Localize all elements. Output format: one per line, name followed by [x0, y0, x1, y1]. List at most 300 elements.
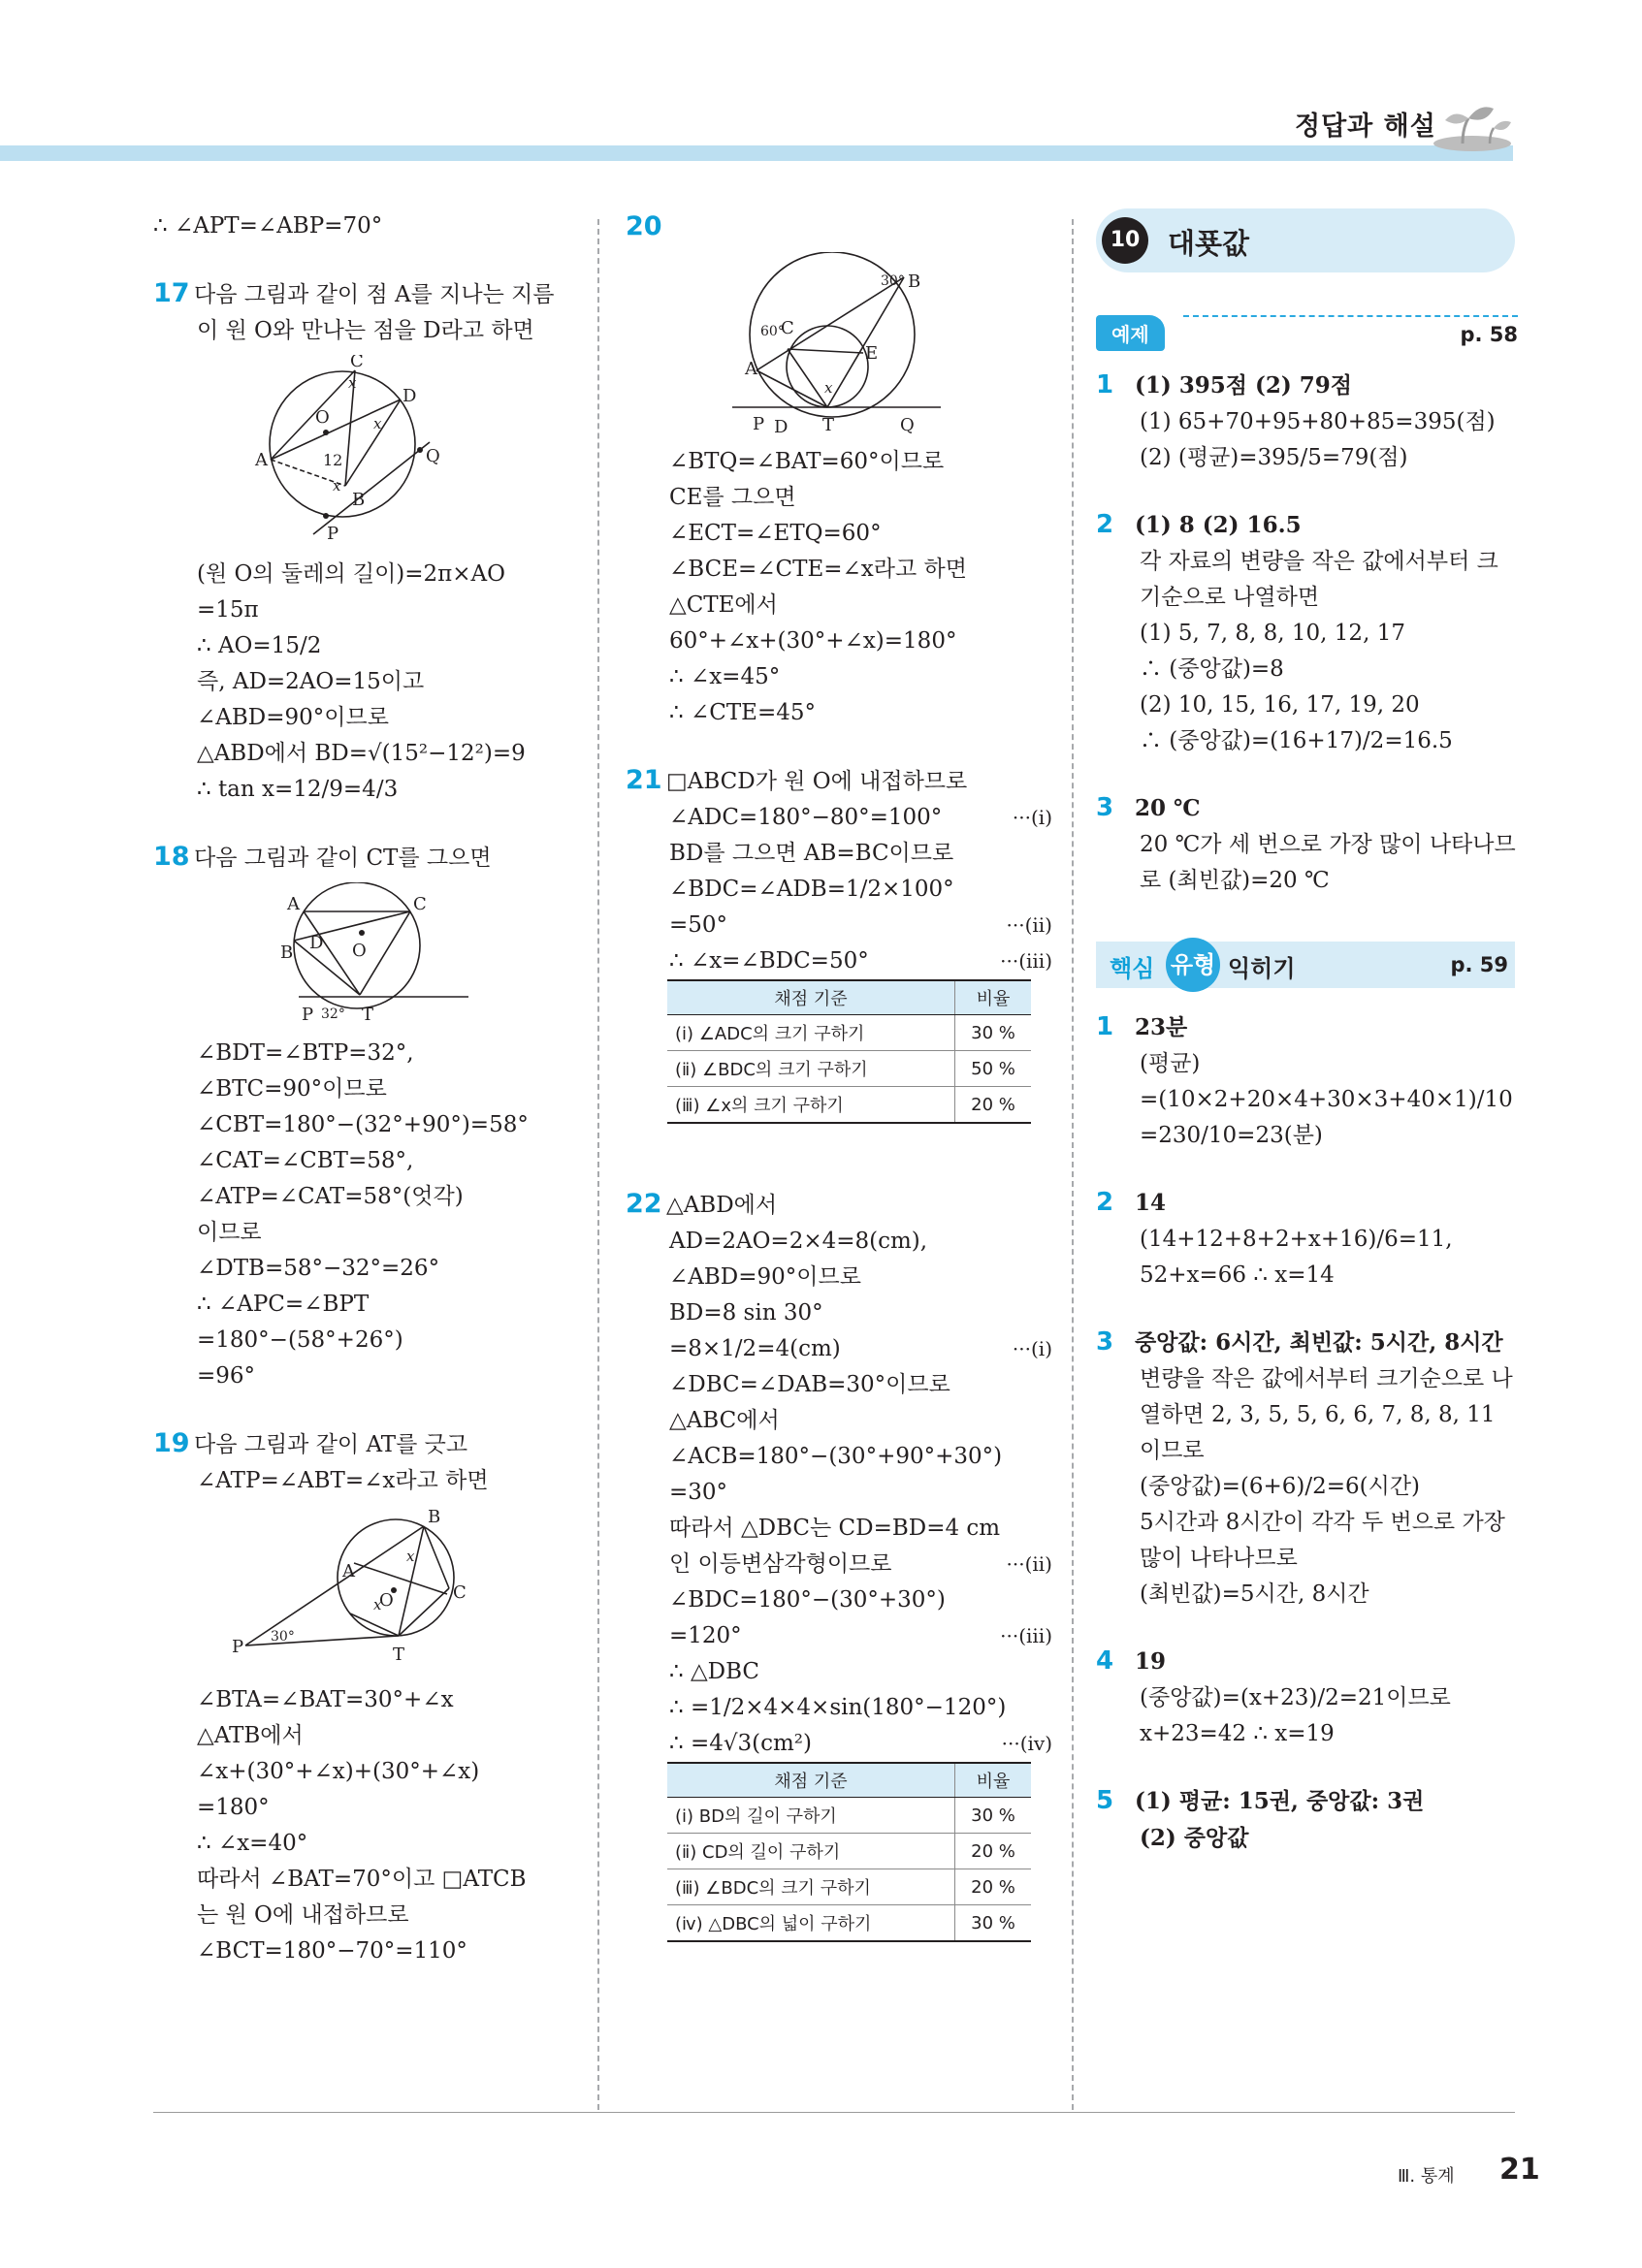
text-line	[626, 1726, 1052, 1762]
line-text: ∠ADC=180°−80°=100°	[669, 805, 943, 830]
text-line	[626, 623, 1052, 659]
line-text: =(10×2+20×4+30×3+40×1)/10	[1140, 1087, 1513, 1112]
text-line	[153, 1862, 580, 1898]
text-line	[1096, 1716, 1518, 1752]
text-line	[153, 1071, 580, 1107]
line-text: 23분	[1135, 1014, 1188, 1040]
problem-number: 5	[1096, 1786, 1114, 1815]
text-line	[626, 762, 1052, 800]
table-header: 비율	[955, 980, 1032, 1015]
line-text: 다음 그림과 같이 CT를 그으면	[194, 846, 492, 871]
text-line	[626, 1186, 1052, 1224]
svg-text:O: O	[352, 941, 367, 961]
line-text: 각 자료의 변량을 작은 값에서부터 크	[1140, 549, 1498, 574]
spacer	[1096, 759, 1518, 790]
text-line	[153, 1718, 580, 1754]
table-cell: (ⅰ) BD의 길이 구하기	[667, 1798, 955, 1834]
line-text: ∠ACB=180°−(30°+90°+30°)	[669, 1444, 1003, 1469]
line-text: ∴ △DBC	[669, 1659, 759, 1684]
svg-text:32°: 32°	[321, 1006, 345, 1022]
svg-text:O: O	[315, 407, 330, 428]
line-text: 이므로	[197, 1220, 262, 1245]
figure-20	[679, 252, 970, 436]
problem-number: 1	[1096, 1012, 1114, 1041]
line-text: 는 원 O에 내접하므로	[197, 1902, 409, 1928]
line-text: 따라서 △DBC는 CD=BD=4 cm	[669, 1516, 1001, 1541]
line-text: ∴ AO=15/2	[197, 633, 322, 658]
column-divider	[1072, 219, 1074, 2110]
text-line	[153, 700, 580, 736]
text-line	[153, 1826, 580, 1862]
line-text: 다음 그림과 같이 점 A를 지나는 지름	[194, 282, 555, 307]
text-line	[153, 1463, 580, 1499]
svg-text:x: x	[373, 1596, 382, 1613]
text-line	[1096, 827, 1518, 863]
text-line	[1096, 1185, 1518, 1222]
svg-text:B: B	[908, 272, 921, 292]
text-line	[1096, 1361, 1518, 1397]
table-row	[667, 1087, 1031, 1124]
text-line	[1096, 367, 1518, 404]
line-text: ∴ ∠x=∠BDC=50°	[669, 948, 869, 974]
text-line	[1096, 580, 1518, 616]
text-line	[626, 943, 1052, 979]
svg-text:T: T	[822, 415, 835, 435]
line-text: 20 ℃	[1135, 795, 1201, 821]
line-text: AD=2AO=2×4=8(cm),	[669, 1229, 928, 1254]
line-text: (최빈값)=5시간, 8시간	[1140, 1581, 1369, 1607]
svg-text:C: C	[781, 318, 794, 338]
text-line	[1096, 652, 1518, 687]
svg-text:T: T	[362, 1005, 374, 1025]
line-text: ∴ =1/2×4×4×sin(180°−120°)	[669, 1695, 1007, 1720]
table-row	[667, 1869, 1031, 1905]
text-line	[153, 628, 580, 664]
core-page: p. 59	[1450, 953, 1508, 976]
text-line	[1096, 1325, 1518, 1361]
line-text: ∴ ∠x=45°	[669, 664, 781, 689]
line-text: (중앙값)=(x+23)/2=21이므로	[1140, 1685, 1451, 1710]
core-badge: 유형	[1166, 938, 1220, 992]
svg-text:C: C	[350, 355, 364, 371]
spacer	[626, 1155, 1052, 1186]
table-cell: (ⅰ) ∠ADC의 크기 구하기	[667, 1015, 955, 1051]
problem-number: 21	[626, 765, 662, 795]
line-text: 따라서 ∠BAT=70°이고 □ATCB	[197, 1867, 527, 1892]
text-line	[153, 557, 580, 592]
svg-text:P: P	[302, 1005, 314, 1025]
problem-number: 1	[1096, 370, 1114, 399]
column-3	[1096, 208, 1518, 1857]
text-line	[626, 1224, 1052, 1260]
line-text: (중앙값)=(6+6)/2=6(시간)	[1140, 1474, 1421, 1499]
line-text: =180°	[197, 1795, 270, 1820]
step-marker: ···(ⅱ)	[1006, 1552, 1052, 1576]
core-title: 익히기	[1228, 955, 1296, 982]
column-2	[626, 208, 1052, 1942]
text-line	[626, 659, 1052, 695]
text-line	[626, 800, 1052, 836]
example-tag: 예제	[1096, 315, 1165, 351]
text-line	[1096, 1680, 1518, 1716]
text-line	[1096, 404, 1518, 440]
text-line	[626, 1654, 1052, 1690]
line-text: ∴ ∠APT=∠ABP=70°	[153, 213, 383, 239]
line-text: ∴ ∠CTE=45°	[669, 700, 816, 725]
table-cell: 20 %	[955, 1834, 1032, 1869]
table-header: 비율	[955, 1763, 1032, 1798]
step-marker: ···(ⅱ)	[1006, 913, 1052, 937]
text-line	[626, 1439, 1052, 1475]
line-text: △ATB에서	[197, 1723, 304, 1748]
line-text: 20 ℃가 세 번으로 가장 많이 나타나므	[1140, 832, 1516, 857]
line-text: (1) 65+70+95+80+85=395(점)	[1140, 409, 1496, 434]
text-line	[1096, 1505, 1518, 1541]
line-text: ∴ (중앙값)=(16+17)/2=16.5	[1140, 728, 1453, 753]
spacer	[626, 1124, 1052, 1155]
line-text: 이므로	[1140, 1438, 1205, 1463]
line-text: 열하면 2, 3, 5, 5, 6, 6, 7, 8, 8, 11	[1140, 1402, 1496, 1427]
line-text: x+23=42 ∴ x=19	[1140, 1721, 1335, 1746]
spacer	[1096, 476, 1518, 507]
spacer	[1096, 1613, 1518, 1644]
svg-text:A: A	[255, 450, 268, 470]
text-line	[626, 908, 1052, 943]
line-text: =8×1/2=4(cm)	[669, 1336, 841, 1361]
line-text: (원 O의 둘레의 길이)=2π×AO	[197, 561, 506, 587]
text-line	[626, 1547, 1052, 1582]
figure-18	[207, 882, 498, 1028]
spacer	[626, 731, 1052, 762]
problem-number: 18	[153, 842, 190, 872]
line-text: □ABCD가 원 O에 내접하므로	[666, 769, 968, 794]
svg-text:x: x	[333, 477, 341, 495]
spacer	[1096, 1294, 1518, 1325]
problem-number: 3	[1096, 793, 1114, 822]
line-text: 중앙값: 6시간, 최빈값: 5시간, 8시간	[1135, 1329, 1503, 1356]
svg-text:B: B	[280, 942, 294, 963]
svg-text:C: C	[413, 894, 427, 914]
table-row	[667, 1834, 1031, 1869]
text-line	[1096, 1046, 1518, 1082]
svg-text:30°: 30°	[271, 1629, 295, 1645]
svg-text:D: D	[309, 933, 324, 953]
line-text: BD를 그으면 AB=BC이므로	[669, 841, 954, 866]
line-text: ∠BDC=180°−(30°+30°)	[669, 1587, 946, 1613]
line-text: ∴ (중앙값)=8	[1140, 656, 1284, 682]
line-text: BD=8 sin 30°	[669, 1300, 823, 1326]
table-cell: 30 %	[955, 1798, 1032, 1834]
line-text: ∠BTC=90°이므로	[197, 1076, 387, 1102]
problem-number: 19	[153, 1428, 190, 1458]
svg-text:12: 12	[323, 451, 343, 469]
text-line	[153, 313, 580, 349]
line-text: ∠BCE=∠CTE=∠x라고 하면	[669, 557, 967, 582]
spacer	[1096, 1752, 1518, 1783]
problem-number: 22	[626, 1189, 662, 1219]
text-line	[626, 836, 1052, 872]
text-line	[626, 516, 1052, 552]
table-row	[667, 1051, 1031, 1087]
line-text: ∠ATP=∠ABT=∠x라고 하면	[197, 1468, 489, 1493]
text-line	[1096, 1820, 1518, 1857]
svg-text:P: P	[327, 524, 339, 544]
svg-text:x: x	[824, 379, 833, 397]
text-line	[626, 695, 1052, 731]
table-cell: 50 %	[955, 1051, 1032, 1087]
text-line	[153, 664, 580, 700]
column-1	[153, 208, 580, 1969]
svg-text:A: A	[342, 1561, 355, 1581]
text-line	[153, 208, 580, 244]
text-line	[153, 275, 580, 313]
line-text: ∠x+(30°+∠x)+(30°+∠x)	[197, 1759, 480, 1784]
svg-text:T: T	[393, 1645, 405, 1665]
core-tag-row	[1096, 942, 1518, 996]
problem-number: 2	[1096, 1188, 1114, 1217]
line-text: 기순으로 나열하면	[1140, 585, 1320, 610]
step-marker: ···(ⅰ)	[1012, 806, 1052, 829]
line-text: ∠CBT=180°−(32°+90°)=58°	[197, 1112, 529, 1137]
header-bar	[0, 145, 1513, 161]
example-answers	[1096, 367, 1518, 899]
line-text: 인 이등변삼각형이므로	[669, 1551, 892, 1577]
text-line	[153, 736, 580, 772]
line-text: =30°	[669, 1480, 728, 1505]
text-line	[153, 1179, 580, 1215]
line-text: =50°	[669, 912, 728, 938]
example-tag-row	[1096, 311, 1518, 354]
line-text: ∠ABD=90°이므로	[197, 705, 389, 730]
line-text: 19	[1135, 1648, 1167, 1675]
line-text: 다음 그림과 같이 AT를 긋고	[194, 1432, 468, 1457]
text-line	[626, 444, 1052, 480]
table-cell: (ⅲ) ∠BDC의 크기 구하기	[667, 1869, 955, 1905]
figure-17	[207, 355, 498, 549]
text-line	[1096, 723, 1518, 759]
text-line	[153, 772, 580, 808]
svg-text:E: E	[865, 343, 879, 364]
text-line	[153, 1215, 580, 1251]
text-line	[626, 552, 1052, 588]
line-text: CE를 그으면	[669, 485, 796, 510]
line-text: =230/10=23(분)	[1140, 1123, 1323, 1148]
line-text: (2) 10, 15, 16, 17, 19, 20	[1140, 692, 1420, 718]
table-header: 채점 기준	[667, 980, 955, 1015]
text-line	[626, 1260, 1052, 1295]
line-text: 60°+∠x+(30°+∠x)=180°	[669, 628, 957, 654]
line-text: ∠BCT=180°−70°=110°	[197, 1938, 467, 1964]
text-line	[153, 1036, 580, 1071]
text-line	[1096, 1433, 1518, 1469]
spacer	[153, 244, 580, 275]
text-line	[153, 839, 580, 877]
figure-19	[207, 1505, 498, 1675]
text-line	[153, 1933, 580, 1969]
section-badge: 10강	[1102, 217, 1148, 264]
line-text: ∠BDC=∠ADB=1/2×100°	[669, 877, 954, 902]
svg-text:Q: Q	[900, 415, 915, 435]
text-line	[1096, 1469, 1518, 1505]
table-cell: (ⅳ) △DBC의 넓이 구하기	[667, 1905, 955, 1942]
page-number: 21	[1499, 2153, 1540, 2187]
line-text: △ABD에서 BD=√(15²−12²)=9	[197, 741, 526, 766]
table-row	[667, 1798, 1031, 1834]
table-cell: (ⅲ) ∠x의 크기 구하기	[667, 1087, 955, 1124]
svg-text:B: B	[352, 490, 366, 510]
svg-text:P: P	[753, 414, 765, 434]
text-line	[153, 1682, 580, 1718]
svg-text:A: A	[287, 894, 300, 914]
sprout-icon	[1433, 101, 1513, 151]
line-text: ∴ =4√3(cm²)	[669, 1731, 812, 1756]
line-text: (평균)	[1140, 1051, 1201, 1076]
line-text: ∠CAT=∠CBT=58°,	[197, 1148, 414, 1173]
problem-number: 20	[626, 211, 662, 241]
svg-text:D: D	[402, 386, 417, 406]
step-marker: ···(ⅰ)	[1012, 1337, 1052, 1360]
table-row	[667, 1905, 1031, 1942]
table-cell: (ⅱ) CD의 길이 구하기	[667, 1834, 955, 1869]
text-line	[153, 1790, 580, 1826]
example-page: p. 58	[1460, 323, 1518, 346]
text-line	[153, 1358, 580, 1394]
problem-number: 17	[153, 278, 190, 308]
text-line	[1096, 790, 1518, 827]
text-line	[1096, 1577, 1518, 1613]
text-line	[153, 1251, 580, 1287]
svg-text:x: x	[348, 374, 357, 392]
text-line	[1096, 1541, 1518, 1577]
line-text: △ABC에서	[669, 1408, 780, 1433]
line-text: (1) 5, 7, 8, 8, 10, 12, 17	[1140, 621, 1405, 646]
table-cell: 30 %	[955, 1905, 1032, 1942]
text-line	[153, 1898, 580, 1933]
scoring-table	[667, 979, 1031, 1124]
text-line	[1096, 1222, 1518, 1258]
text-line	[626, 588, 1052, 623]
line-text: 이 원 O와 만나는 점을 D라고 하면	[197, 318, 534, 343]
line-text: ∠BDT=∠BTP=32°,	[197, 1040, 414, 1066]
line-text: 52+x=66 ∴ x=14	[1140, 1262, 1335, 1288]
step-marker: ···(ⅳ)	[1001, 1732, 1052, 1755]
svg-text:P: P	[232, 1637, 244, 1657]
line-text: =96°	[197, 1363, 256, 1389]
line-text: △CTE에서	[669, 592, 778, 618]
figure	[626, 252, 1052, 440]
text-line	[626, 1690, 1052, 1726]
line-text: (14+12+8+2+x+16)/6=11,	[1140, 1227, 1453, 1252]
line-text: ∠DTB=58°−32°=26°	[197, 1256, 440, 1281]
line-text: 변량을 작은 값에서부터 크기순으로 나	[1140, 1366, 1513, 1391]
table-cell: 20 %	[955, 1087, 1032, 1124]
text-line	[626, 1582, 1052, 1618]
line-text: 5시간과 8시간이 각각 두 번으로 가장	[1140, 1510, 1505, 1535]
svg-text:Q: Q	[426, 446, 440, 466]
text-line	[153, 1287, 580, 1323]
line-text: ∴ tan x=12/9=4/3	[197, 777, 399, 802]
text-line	[626, 1295, 1052, 1331]
line-text: 로 (최빈값)=20 ℃	[1140, 868, 1330, 893]
text-line	[1096, 687, 1518, 723]
table-header: 채점 기준	[667, 1763, 955, 1798]
text-line	[626, 480, 1052, 516]
line-text: 14	[1135, 1190, 1167, 1216]
table-row	[667, 1015, 1031, 1051]
figure	[153, 355, 580, 553]
text-line	[626, 1475, 1052, 1511]
footer-section: Ⅲ. 통계	[1398, 2166, 1455, 2187]
line-text: =15π	[197, 597, 259, 623]
core-answers	[1096, 1009, 1518, 1857]
text-line	[626, 1618, 1052, 1654]
problem-number: 2	[1096, 510, 1114, 539]
svg-text:30°: 30°	[881, 273, 905, 289]
svg-text:x: x	[373, 415, 382, 432]
text-line	[1096, 440, 1518, 476]
line-text: ∴ ∠x=40°	[197, 1831, 308, 1856]
text-line	[1096, 1783, 1518, 1820]
svg-text:A: A	[745, 359, 757, 379]
svg-text:60°: 60°	[760, 324, 785, 339]
spacer	[153, 1394, 580, 1425]
line-text: 많이 나타나므로	[1140, 1546, 1298, 1571]
line-text: ∠BTA=∠BAT=30°+∠x	[197, 1687, 454, 1712]
svg-text:B: B	[428, 1507, 441, 1527]
problem-number: 4	[1096, 1646, 1114, 1676]
text-line	[153, 1107, 580, 1143]
line-text: (1) 395점 (2) 79점	[1135, 372, 1353, 399]
line-text: (2) (평균)=395/5=79(점)	[1140, 445, 1408, 470]
text-line	[1096, 544, 1518, 580]
figure	[153, 1505, 580, 1678]
text-line	[153, 592, 580, 628]
step-marker: ···(ⅲ)	[1000, 1624, 1052, 1647]
text-line	[153, 1754, 580, 1790]
text-line	[626, 1331, 1052, 1367]
line-text: ∠BTQ=∠BAT=60°이므로	[669, 449, 945, 474]
table-cell: 20 %	[955, 1869, 1032, 1905]
line-text: =180°−(58°+26°)	[197, 1327, 403, 1353]
text-line	[1096, 616, 1518, 652]
svg-text:D: D	[774, 417, 789, 436]
line-text: (1) 평균: 15권, 중앙값: 3권	[1135, 1788, 1425, 1814]
footer-rule	[153, 2112, 1515, 2113]
text-line	[626, 872, 1052, 908]
figure	[153, 882, 580, 1032]
text-line	[153, 1323, 580, 1358]
core-label: 핵심	[1110, 955, 1155, 982]
text-line	[1096, 1118, 1518, 1154]
header-title: 정답과 해설	[1295, 112, 1436, 142]
svg-text:x: x	[406, 1548, 415, 1565]
line-text: =120°	[669, 1623, 742, 1648]
text-line	[1096, 507, 1518, 544]
text-line	[626, 208, 1052, 246]
line-text: 즉, AD=2AO=15이고	[197, 669, 425, 694]
text-line	[626, 1511, 1052, 1547]
problem-number: 3	[1096, 1327, 1114, 1357]
scoring-table	[667, 1762, 1031, 1942]
text-line	[153, 1143, 580, 1179]
column-divider	[597, 219, 599, 2110]
line-text: ∠DBC=∠DAB=30°이므로	[669, 1372, 950, 1397]
text-line	[1096, 1009, 1518, 1046]
table-cell: 30 %	[955, 1015, 1032, 1051]
text-line	[626, 1403, 1052, 1439]
line-text: ∠ABD=90°이므로	[669, 1264, 861, 1290]
svg-text:O: O	[379, 1590, 394, 1611]
